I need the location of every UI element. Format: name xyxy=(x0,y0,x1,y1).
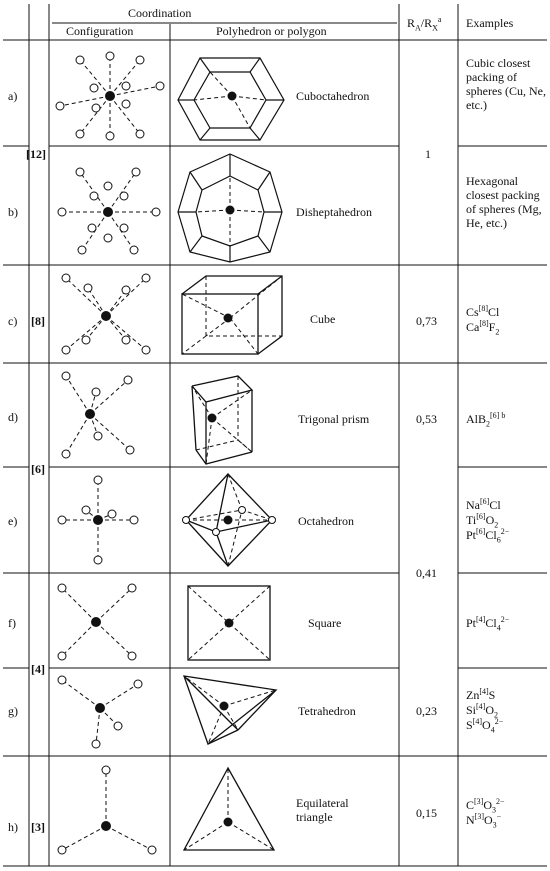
cn-3: [3] xyxy=(31,820,45,834)
example-a: Cubic closest packing of spheres (Cu, Ne, etc.) xyxy=(466,56,546,112)
poly-name-g: Tetrahedron xyxy=(298,704,356,718)
example-h1: $C[3]O_3^{2-}$ xyxy=(466,797,505,815)
coordination-header: Coordination xyxy=(128,6,192,20)
poly-name-f: Square xyxy=(308,616,342,630)
example-e2: $Ti[6]O_2$ xyxy=(466,512,499,530)
poly-name-e: Octahedron xyxy=(298,514,354,528)
ratio-trigonal: 0,53 xyxy=(416,412,437,426)
ratio-12: 1 xyxy=(425,147,431,161)
example-g1: Zn[4]S xyxy=(466,687,496,702)
row-letter-d: d) xyxy=(8,410,18,424)
cn-12: [12] xyxy=(26,147,46,161)
examples-header: Examples xyxy=(466,16,514,30)
example-h2: $N[3]O_3^-$ xyxy=(466,812,502,830)
poly-name-c: Cube xyxy=(310,312,336,326)
row-letter-g: g) xyxy=(8,704,18,718)
ratio-oct-square: 0,41 xyxy=(416,566,437,580)
ratio-header: $R_A/R_X^a$ xyxy=(407,15,442,33)
ratio-triangle: 0,15 xyxy=(416,806,437,820)
example-b: Hexagonal closest packing of spheres (Mg, He, etc.) xyxy=(466,174,542,230)
poly-name-b: Disheptahedron xyxy=(296,205,372,219)
example-c1: Cs[8]Cl xyxy=(466,304,500,319)
row-letter-e: e) xyxy=(8,514,18,528)
ratio-tetra: 0,23 xyxy=(416,704,437,718)
example-e1: Na[6]Cl xyxy=(466,497,501,512)
ratio-8: 0,73 xyxy=(416,314,437,328)
example-c2: $Ca[8]F_2$ xyxy=(466,319,500,337)
row-letter-b: b) xyxy=(8,205,18,219)
poly-d-icon xyxy=(192,376,252,464)
example-g3: $S[4]O_4^{2-}$ xyxy=(466,717,504,735)
example-f: $Pt[4]Cl_4^{2-}$ xyxy=(466,615,510,633)
configuration-header: Configuration xyxy=(66,24,134,38)
poly-name-d: Trigonal prism xyxy=(298,412,370,426)
example-e3: $Pt[6]Cl_6^{2-}$ xyxy=(466,527,510,545)
example-d: AlB$_2^{[6] b}$ xyxy=(466,411,506,429)
row-letter-h: h) xyxy=(8,820,18,834)
row-letter-c: c) xyxy=(8,314,18,328)
config-h-icon xyxy=(62,770,152,850)
poly-name-h: Equilateral triangle xyxy=(296,796,349,824)
config-d-icon xyxy=(66,376,130,454)
poly-g-icon xyxy=(184,676,276,744)
cn-8: [8] xyxy=(31,314,45,328)
cn-4: [4] xyxy=(31,662,45,676)
example-g2: $Si[4]O_2$ xyxy=(466,702,499,720)
poly-h-icon xyxy=(184,768,274,850)
poly-name-a: Cuboctahedron xyxy=(296,89,370,103)
row-letter-a: a) xyxy=(8,89,18,103)
row-letter-f: f) xyxy=(8,616,16,630)
polyhedron-header: Polyhedron or polygon xyxy=(216,24,327,38)
cn-6: [6] xyxy=(31,462,45,476)
